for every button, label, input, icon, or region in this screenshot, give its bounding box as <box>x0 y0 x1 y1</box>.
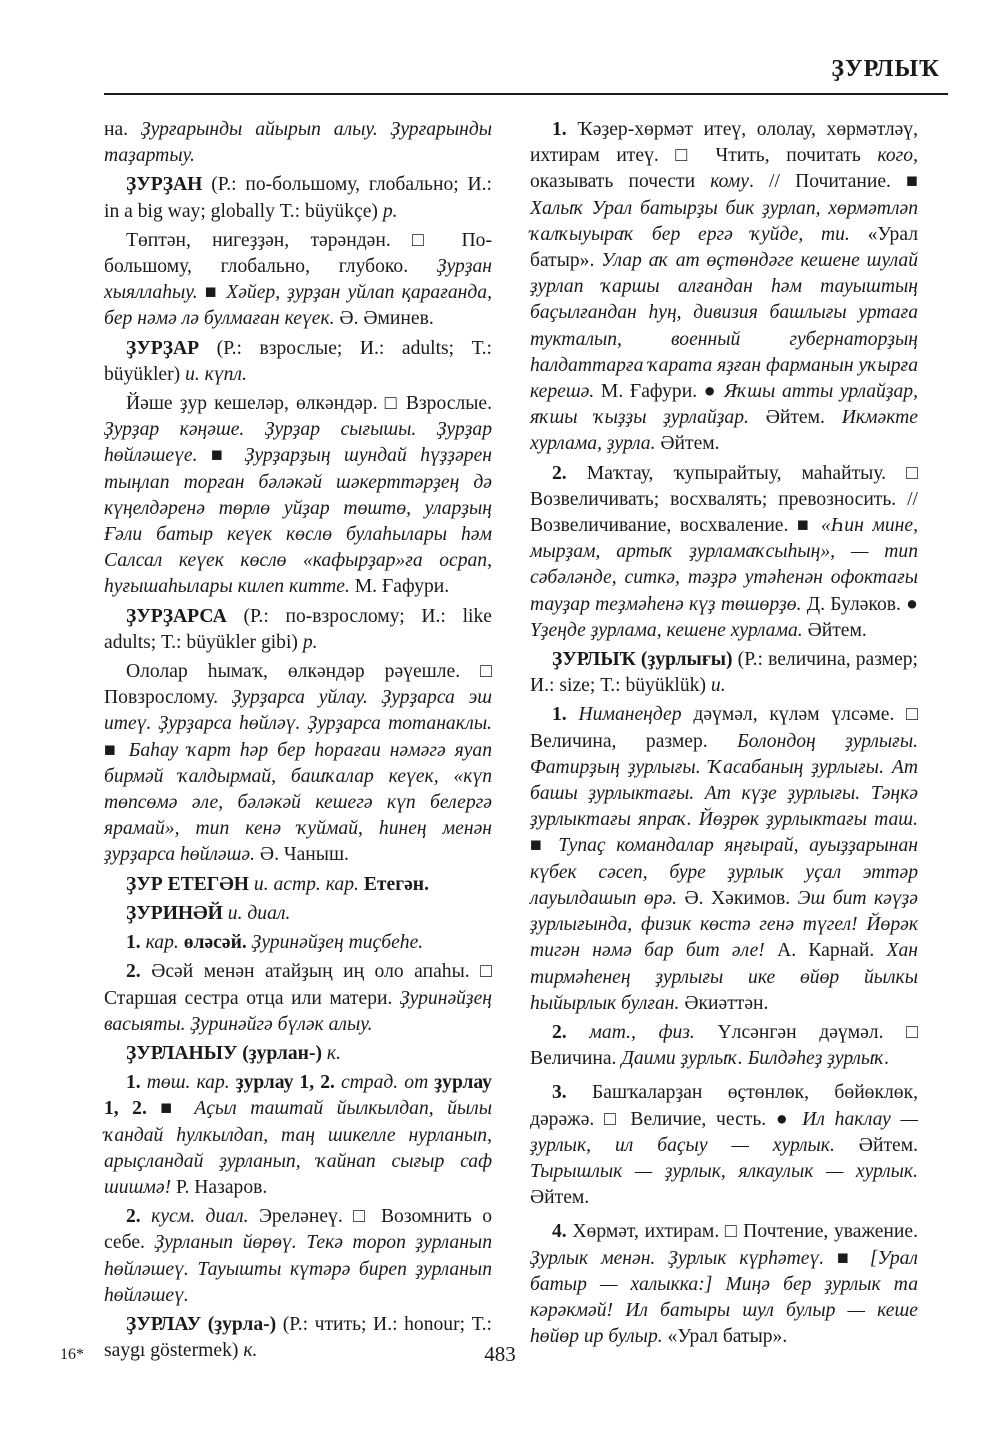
dictionary-paragraph: 2. Әсәй менән атайҙың иң оло апаһы. □ Старшая сестра отца или матери. Ҙуринәйҙең васыяты. Ҙуринәйгә бүләк алыу. <box>104 961 492 1035</box>
dictionary-paragraph: Ололар һымаҡ, өлкәндәр рәүешле. □ Повзрослому. Ҙурҙарса уйлау. Ҙурҙарса эш итеү. Ҙурҙарса һөйләү. Ҙурҙарса тотанаклы. ■ Баһау ҡарт һәр бер һорағаи нәмәгә яуап бирмәй ҡалдырмай, башҡалар кеүек, «күп төпсөмә әле, бәләкәй кешегә күп белергә ярамай», тип кенә ҡуймай, һинең менән ҙурҙарса һөйләшә. Ә. Чаныш. <box>104 661 493 866</box>
dictionary-paragraph: ҘУРИНӘЙ и. диал. <box>126 902 291 924</box>
page-number: 483 <box>484 1342 516 1366</box>
dictionary-paragraph: 1. төш. кар. ҙурлау 1, 2. страд. от ҙурлау 1, 2. ■ Аҫыл таштай йылкылдап, йылы ҡандай һулкылдап, таң шикелле нурланып, арыҫландай ҙурланып, ҡайнап сығыр саф шишмә! Р. Назаров. <box>104 1072 492 1198</box>
left-column <box>104 117 492 1364</box>
dictionary-paragraph: ҘУРЛАНЫУ (ҙурлан-) к. <box>126 1042 341 1064</box>
dictionary-paragraph: ҘУР ЕТЕГӘН и. астр. кар. Етегән. <box>126 873 429 895</box>
dictionary-paragraph: 4. Хөрмәт, ихтирам. □ Почтение, уважение. Ҙурлык менән. Ҙурлык күрһәтеү. ■ [Урал батыр — халыкка:] Миңә бер ҙурлык та кәрәкмәй! Ил батыры шул булыр — кеше һөйөр ир булыр. «Урал батыр». <box>530 1221 918 1348</box>
dictionary-paragraph: 1. кар. өләсәй. Ҙуринәйҙең тиҫбеһе. <box>126 932 424 954</box>
dictionary-paragraph: ҘУРҘАН (Р.: по-большому, глобально; И.: in a big way; globally Т.: büyükçe) р. <box>104 174 492 222</box>
right-column <box>530 117 918 1350</box>
dictionary-paragraph: Йәше ҙур кешеләр, өлкәндәр. □ Взрослые. Ҙурҙар кәңәше. Ҙурҙар сығышы. Ҙурҙар һөйләшеүе. ■ Ҙурҙарҙың шундай һүҙҙәрен тыңлап торған бәләкәй шәкерттәрҙең дә күңелдәренә төрлө уйҙар төштө, уларҙың Ғәли батыр кеүек көслө булаһылары һәм Салсал кеүек көслө «кафырҙар»ға осрап, һуғышаһылары килеп китте. М. Ғафури. <box>104 393 492 598</box>
header-rule <box>104 93 948 95</box>
running-head: ҘУРЛЫҠ <box>831 56 940 82</box>
dictionary-paragraph: ҘУРЛАУ (ҙурла-) (Р.: чтить; И.: honour; Т.: saygı göstermek) к. <box>104 1313 492 1362</box>
dictionary-paragraph: ҘУРҘАРСА (Р.: по-взрослому; И.: like adults; Т.: büyükler gibi) р. <box>104 605 492 653</box>
dictionary-paragraph: на. Ҙурғарынды айырып алыу. Ҙурғарынды таҙартыу. <box>104 119 492 167</box>
dictionary-paragraph: ҘУРЛЫҠ (ҙурлығы) (Р.: величина, размер; И.: size; Т.: büyüklük) и. <box>530 649 919 697</box>
dictionary-paragraph: 1. Ниманеңдер дәүмәл, күләм үлсәме. □ Величина, размер. Болондоң ҙурлығы. Фатирҙың ҙурлығы. Ҡасабаның ҙурлығы. Ат башы ҙурлыктағы. Ат күҙе ҙурлығы. Тәңкә ҙурлыктағы япраҡ. Йөҙрөк ҙурлыктағы таш. ■ Тупаҫ командалар яңғырай, ауыҙҙарынан күбек сәсеп, буре ҙурлык уҫал эттәр лауылдашып өрә. Ә. Хәкимов. Эш бит кәүҙә ҙурлығында, физик көстә генә түгел! Йөрәк тигән нәмә бар бит әле! А. Карнай. Хан тирмәһенең ҙурлығы ике өйөр йылкы һыйырлык булған. Әкиәттән. <box>530 704 919 1014</box>
dictionary-paragraph: 2. кусм. диал. Эреләнеү. □ Возомнить о себе. Ҙурланып йөрөү. Текә тороп ҙурланып һөйләшеү. Тауышты күтәрә биреп ҙурланып һөйләшеү. <box>104 1206 493 1306</box>
dictionary-paragraph: 2. мат., физ. Үлсәнгән дәүмәл. □ Величина. Даими ҙурлыҡ. Билдәһеҙ ҙурлыҡ. <box>530 1021 919 1070</box>
dictionary-paragraph: 1. Ҡәҙер-хөрмәт итеү, ололау, хөрмәтләү, ихтирам итеү. □ Чтить, почитать кого, оказывать почести кому. // Почитание. ■ Халыҡ Урал батырҙы бик ҙурлап, хөрмәтләп ҡалҡыуыраҡ бер ергә ҡуйде, ти. «Урал батыр». Улар аҡ ат өҫтөндәге кешене шулай ҙурлап ҡаршы алғандан һәм тауыштың баҫылғандан һуң, дивизия башлығы уртаға тукталып, военный губернаторҙың һалдаттарға ҡарата яҙған фарманын уҡырға керешә. М. Ғафури. ● Яҡшы атты урлайҙар, яҡшы ҡыҙҙы ҙурлайҙар. Әйтем. Икмәкте хурлама, ҙурла. Әйтем. <box>530 119 918 455</box>
dictionary-paragraph: Төптән, нигеҙҙән, тәрәндән. □ По-большому, глобально, глубоко. Ҙурҙан хыяллаһыу. ■ Хәйер, ҙурҙан уйлап қарағанда, бер нәмә лә булмаған кеүек. Ә. Әминев. <box>104 229 492 330</box>
dictionary-paragraph: 2. Маҡтау, ҡупырайтыу, маһайтыу. □ Возвеличивать; восхвалять; превозносить. // Возвеличивание, восхваление. ■ «Һин мине, мырҙам, артыҡ ҙурламаҡсыһың», — тип сәбәләнде, ситкә, тәҙрә утәһенән офоктағы тауҙар теҙмәһенә күҙ төшөрҙө. Д. Буләков. ● Үҙеңде ҙурлама, кешене хурлама. Әйтем. <box>530 462 918 641</box>
signature-mark: 16* <box>60 1346 84 1363</box>
dictionary-paragraph: ҘУРҘАР (Р.: взрослые; И.: adults; Т.: büyükler) и. күпл. <box>104 337 492 385</box>
dictionary-paragraph: 3. Башҡаларҙан өҫтөнлөк, бөйөклөк, дәрәжә. □ Величие, честь. ● Ил һаклау — ҙурлык, ил баҫыу — хурлык. Әйтем. Тырышлык — ҙурлык, ялкаулык — хурлык. Әйтем. <box>530 1082 918 1209</box>
